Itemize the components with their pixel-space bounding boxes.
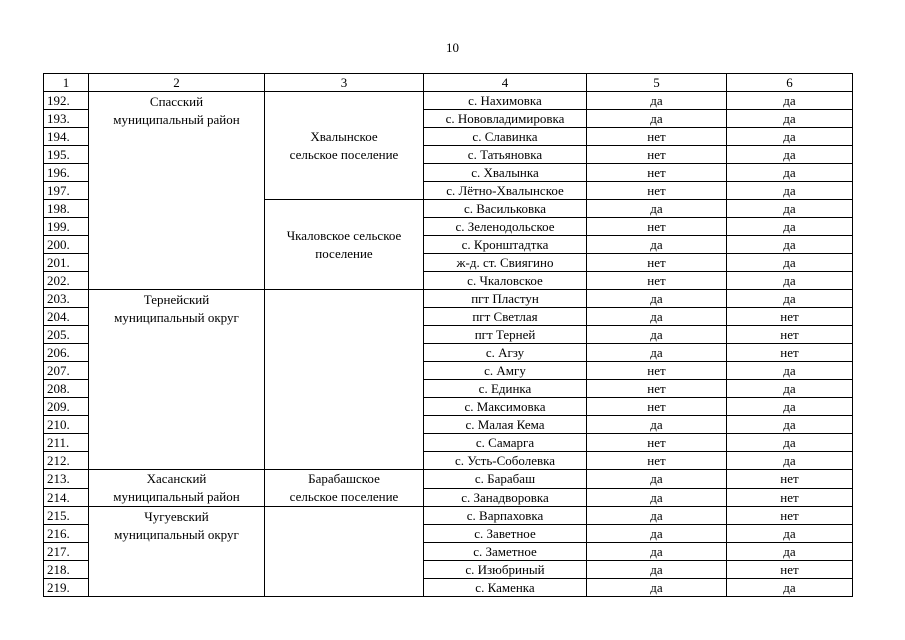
col5-value: да — [587, 200, 727, 218]
col6-value: да — [727, 579, 853, 597]
district-cell-line: муниципальный округ — [114, 310, 239, 325]
place-name: с. Агзу — [424, 344, 587, 362]
settlement-cell-line: Чкаловское сельское — [286, 227, 402, 243]
settlement-cell — [265, 290, 424, 470]
col5-value: да — [587, 110, 727, 128]
row-number: 192. — [44, 92, 89, 110]
settlement-cell — [265, 92, 424, 200]
settlement-cell — [265, 200, 424, 290]
col6-value: да — [727, 236, 853, 254]
place-name: с. Чкаловское — [424, 272, 587, 290]
col5-value: да — [587, 470, 727, 489]
row-number: 217. — [44, 543, 89, 561]
place-name: с. Варпаховка — [424, 507, 587, 525]
col5-value: да — [587, 488, 727, 507]
col5-value: нет — [587, 254, 727, 272]
row-number: 204. — [44, 308, 89, 326]
place-name: с. Барабаш — [424, 470, 587, 489]
district-cell — [89, 470, 265, 507]
col6-value: да — [727, 200, 853, 218]
place-name: с. Хвалынка — [424, 164, 587, 182]
col6-value: да — [727, 452, 853, 470]
district-cell-line: Спасский — [149, 94, 204, 109]
row-number: 206. — [44, 344, 89, 362]
col6-value: да — [727, 146, 853, 164]
district-cell-line: муниципальный округ — [114, 527, 239, 542]
row-number: 207. — [44, 362, 89, 380]
header-row — [44, 74, 853, 92]
place-name: с. Единка — [424, 380, 587, 398]
col5-value: нет — [587, 164, 727, 182]
row-number: 198. — [44, 200, 89, 218]
settlement-cell-line: сельское поселение — [289, 489, 399, 504]
col5-value: нет — [587, 182, 727, 200]
col6-value: да — [727, 543, 853, 561]
settlement-cell — [265, 470, 424, 507]
place-name: с. Заметное — [424, 543, 587, 561]
place-name: с. Малая Кема — [424, 416, 587, 434]
col5-value: нет — [587, 434, 727, 452]
col6-value: да — [727, 182, 853, 200]
settlement-cell — [265, 507, 424, 597]
district-cell-line: муниципальный район — [113, 112, 240, 127]
table-row — [44, 470, 853, 489]
place-name: с. Занадворовка — [424, 488, 587, 507]
row-number: 195. — [44, 146, 89, 164]
row-number: 212. — [44, 452, 89, 470]
col5-value: да — [587, 416, 727, 434]
col5-value: нет — [587, 218, 727, 236]
row-number: 210. — [44, 416, 89, 434]
column-header: 3 — [265, 74, 424, 92]
place-name: с. Татьяновка — [424, 146, 587, 164]
place-name: с. Усть-Соболевка — [424, 452, 587, 470]
col6-value: да — [727, 92, 853, 110]
place-name: с. Нововладимировка — [424, 110, 587, 128]
place-name: с. Каменка — [424, 579, 587, 597]
col5-value: да — [587, 92, 727, 110]
col5-value: да — [587, 579, 727, 597]
col6-value: да — [727, 525, 853, 543]
place-name: с. Заветное — [424, 525, 587, 543]
col6-value: нет — [727, 561, 853, 579]
row-number: 211. — [44, 434, 89, 452]
col6-value: да — [727, 164, 853, 182]
table-row — [44, 290, 853, 308]
row-number: 193. — [44, 110, 89, 128]
place-name: с. Амгу — [424, 362, 587, 380]
col6-value: да — [727, 128, 853, 146]
page-number: 10 — [446, 40, 459, 55]
col5-value: да — [587, 525, 727, 543]
place-name: с. Нахимовка — [424, 92, 587, 110]
place-name: пгт Пластун — [424, 290, 587, 308]
row-number: 203. — [44, 290, 89, 308]
row-number: 216. — [44, 525, 89, 543]
row-number: 202. — [44, 272, 89, 290]
row-number: 219. — [44, 579, 89, 597]
settlement-cell-line: сельское поселение — [289, 146, 399, 162]
place-name: с. Славинка — [424, 128, 587, 146]
col6-value: да — [727, 362, 853, 380]
col6-value: да — [727, 272, 853, 290]
col5-value: да — [587, 344, 727, 362]
col5-value: да — [587, 507, 727, 525]
col5-value: да — [587, 561, 727, 579]
col6-value: нет — [727, 344, 853, 362]
place-name: с. Самарга — [424, 434, 587, 452]
col6-value: да — [727, 398, 853, 416]
district-cell-line: Тернейский — [143, 292, 210, 307]
settlement-cell-line: поселение — [315, 245, 373, 261]
row-number: 208. — [44, 380, 89, 398]
settlements-table — [43, 73, 853, 597]
place-name: с. Изюбриный — [424, 561, 587, 579]
col6-value: нет — [727, 507, 853, 525]
col5-value: нет — [587, 128, 727, 146]
col5-value: нет — [587, 362, 727, 380]
place-name: с. Кронштадтка — [424, 236, 587, 254]
place-name: ж-д. ст. Свиягино — [424, 254, 587, 272]
column-header: 2 — [89, 74, 265, 92]
row-number: 194. — [44, 128, 89, 146]
column-header: 4 — [424, 74, 587, 92]
settlement-cell-line: Хвалынское — [310, 128, 378, 144]
col5-value: нет — [587, 380, 727, 398]
settlement-cell-line: Барабашское — [308, 471, 380, 486]
col6-value: да — [727, 380, 853, 398]
row-number: 209. — [44, 398, 89, 416]
col5-value: да — [587, 326, 727, 344]
row-number: 199. — [44, 218, 89, 236]
col5-value: да — [587, 236, 727, 254]
row-number: 214. — [44, 488, 89, 507]
district-cell — [89, 507, 265, 597]
place-name: пгт Светлая — [424, 308, 587, 326]
row-number: 200. — [44, 236, 89, 254]
district-cell-line: Чугуевский — [144, 509, 209, 524]
row-number: 215. — [44, 507, 89, 525]
row-number: 196. — [44, 164, 89, 182]
row-number: 218. — [44, 561, 89, 579]
col5-value: да — [587, 290, 727, 308]
column-header: 6 — [727, 74, 853, 92]
place-name: с. Зеленодольское — [424, 218, 587, 236]
row-number: 205. — [44, 326, 89, 344]
place-name: с. Максимовка — [424, 398, 587, 416]
table-row — [44, 92, 853, 110]
row-number: 197. — [44, 182, 89, 200]
place-name: с. Васильковка — [424, 200, 587, 218]
col6-value: да — [727, 110, 853, 128]
col5-value: нет — [587, 272, 727, 290]
district-cell-line: Хасанский — [146, 471, 207, 486]
column-header: 5 — [587, 74, 727, 92]
col6-value: нет — [727, 488, 853, 507]
col6-value: да — [727, 254, 853, 272]
col6-value: нет — [727, 308, 853, 326]
place-name: с. Лётно-Хвалынское — [424, 182, 587, 200]
col6-value: да — [727, 290, 853, 308]
col6-value: да — [727, 434, 853, 452]
district-cell — [89, 290, 265, 470]
district-cell-line: муниципальный район — [113, 489, 240, 504]
table-row — [44, 507, 853, 525]
col6-value: да — [727, 416, 853, 434]
col5-value: да — [587, 543, 727, 561]
row-number: 213. — [44, 470, 89, 489]
col5-value: да — [587, 308, 727, 326]
row-number: 201. — [44, 254, 89, 272]
column-header: 1 — [44, 74, 89, 92]
col5-value: нет — [587, 146, 727, 164]
col5-value: нет — [587, 452, 727, 470]
place-name: пгт Терней — [424, 326, 587, 344]
col6-value: нет — [727, 326, 853, 344]
col6-value: да — [727, 218, 853, 236]
district-cell — [89, 92, 265, 290]
col5-value: нет — [587, 398, 727, 416]
col6-value: нет — [727, 470, 853, 489]
